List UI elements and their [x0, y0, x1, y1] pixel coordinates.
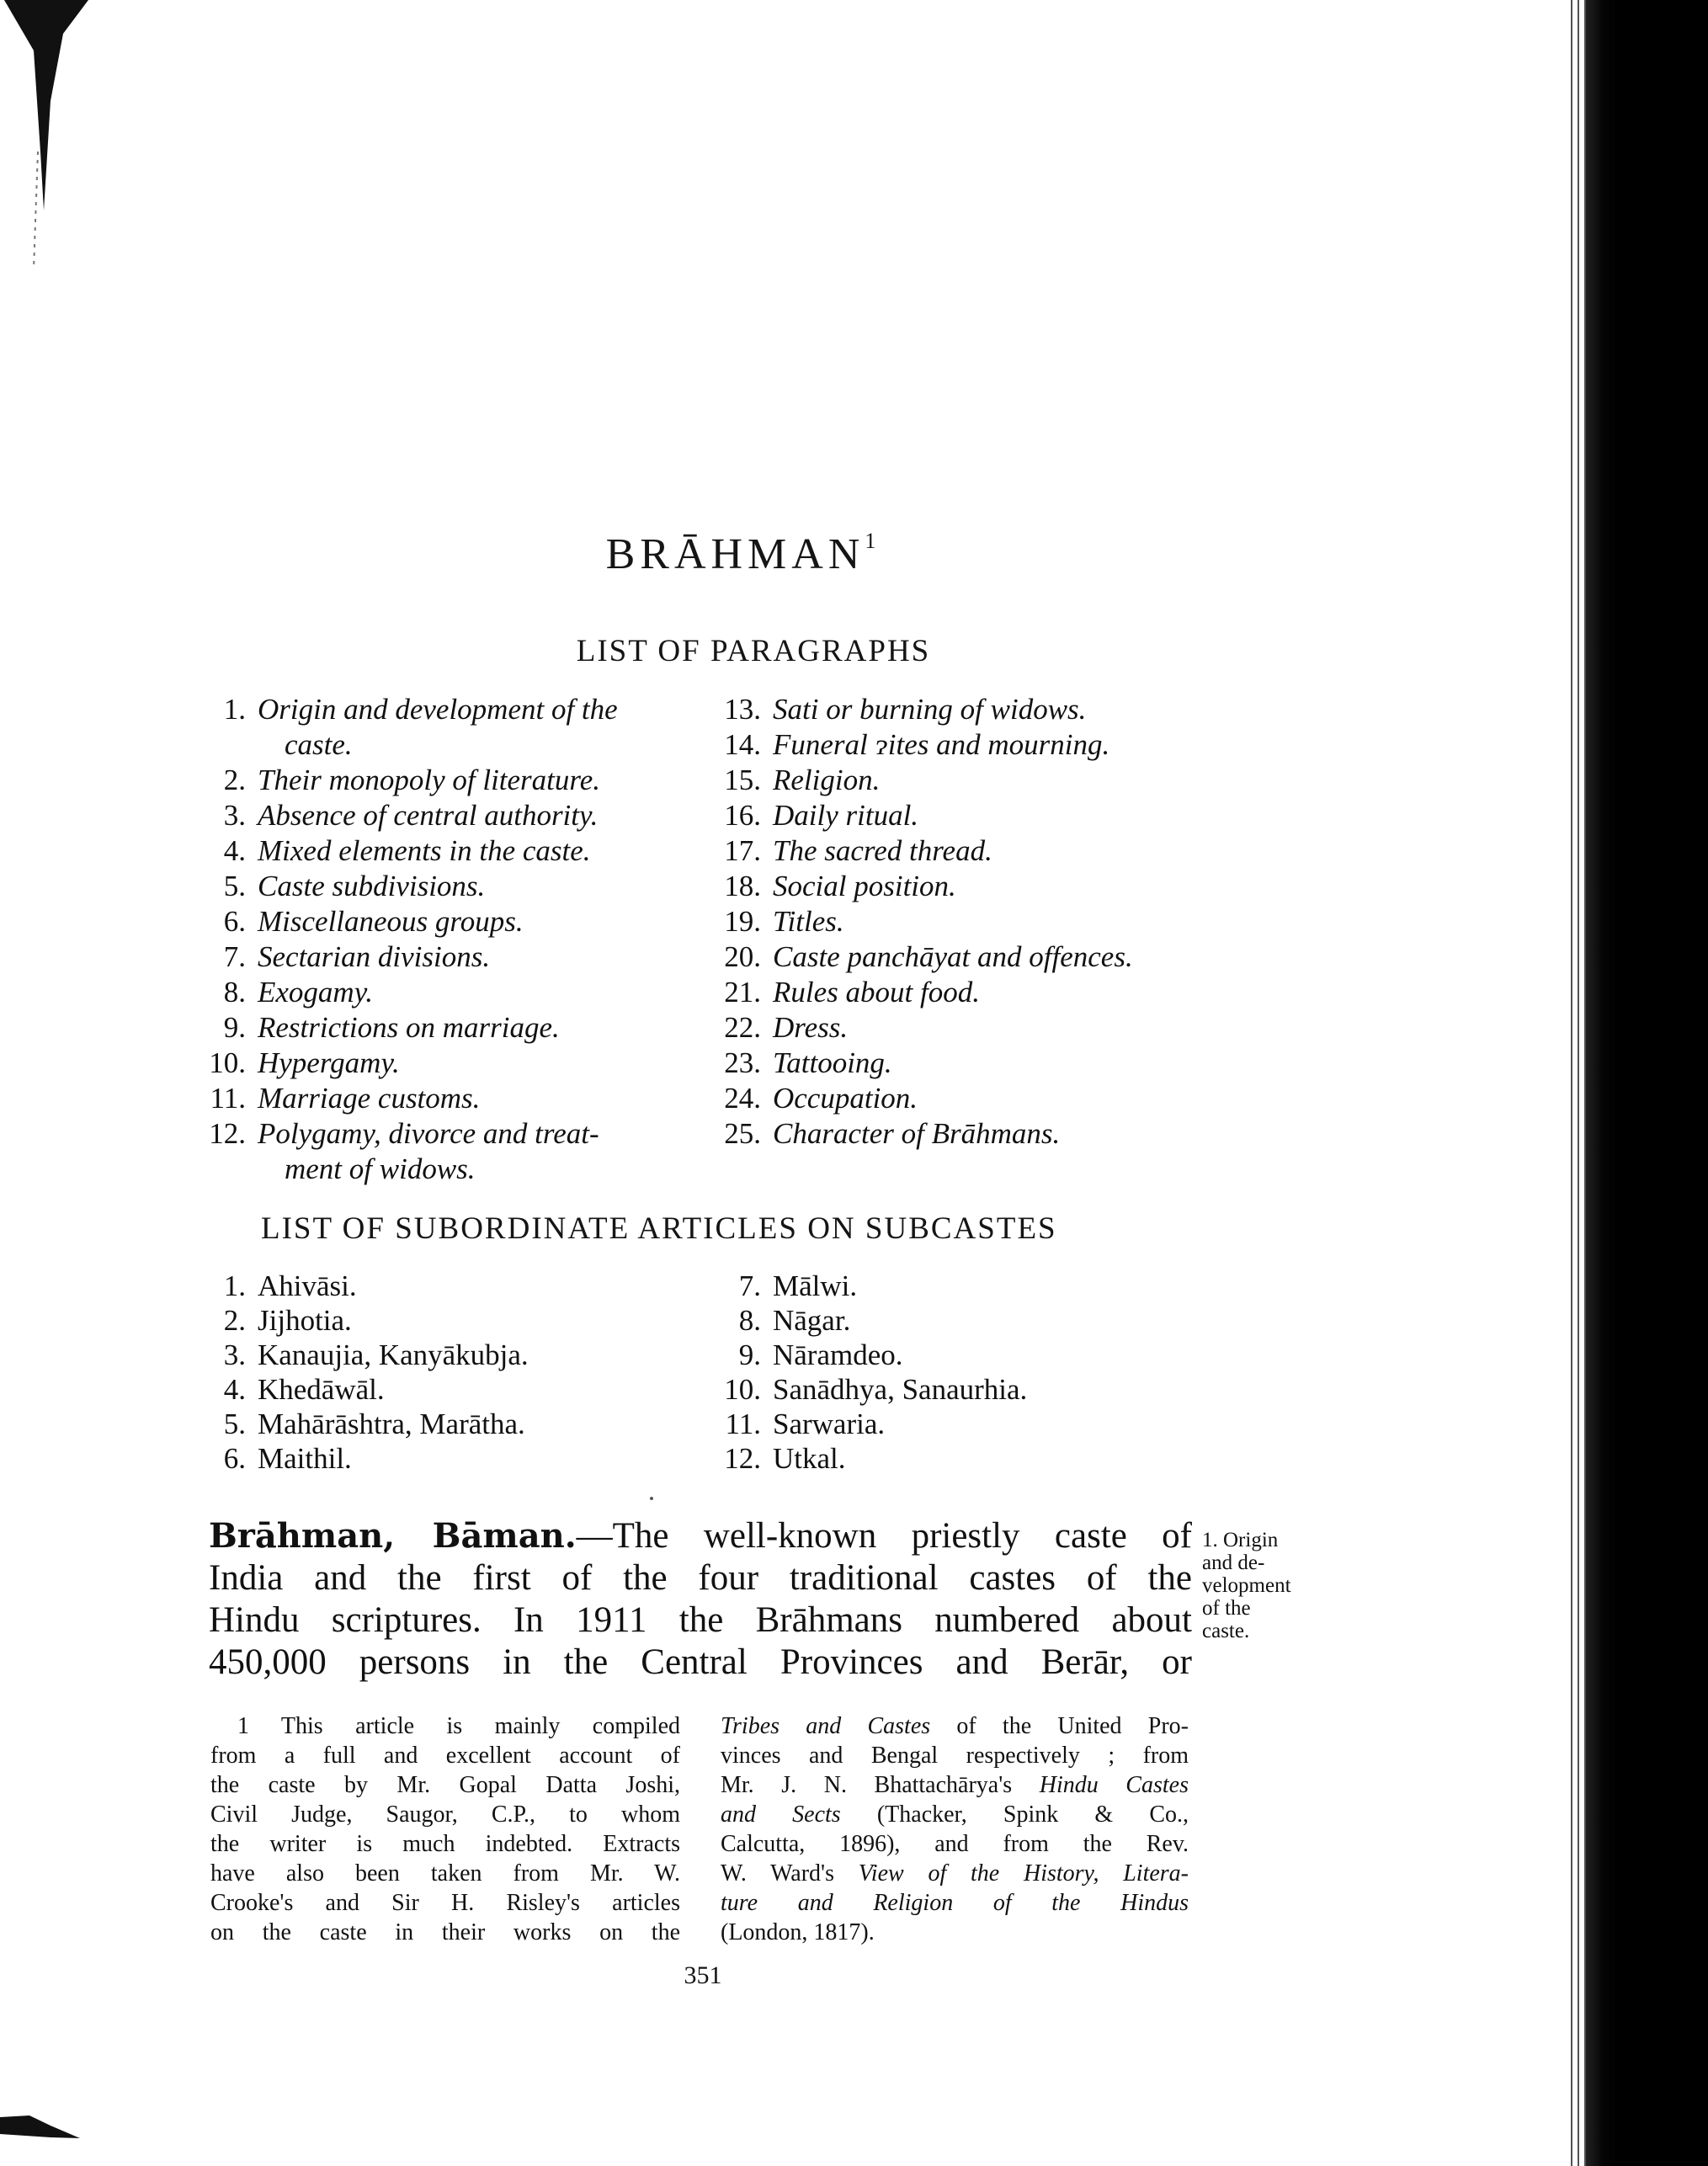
footnote-line: have also been taken from Mr. W.: [210, 1860, 680, 1887]
item-number: 4.: [223, 834, 246, 867]
footnote-line: vinces and Bengal respectively ; from: [721, 1743, 1189, 1769]
item-text: Sanādhya, Sanaurhia.: [773, 1373, 1028, 1406]
body-line-text: —The well-known priestly caste of: [576, 1516, 1192, 1556]
item-number: 8.: [738, 1304, 761, 1337]
item-text: Funeral ɂites and mourning.: [773, 728, 1110, 761]
footnote-line: [721, 1711, 1189, 1741]
item-text: Utkal.: [773, 1442, 846, 1475]
footnote-line: [721, 1800, 1189, 1829]
item-text: Sarwaria.: [773, 1408, 886, 1440]
item-text: Nāramdeo.: [773, 1338, 903, 1371]
book-title: Tribes and Castes: [721, 1713, 931, 1739]
item-text: Sati or burning of widows.: [773, 693, 1087, 726]
item-number: 3.: [223, 1338, 246, 1371]
body-paragraph: [209, 1515, 1192, 1684]
item-number: 14.: [724, 728, 761, 761]
footnote-line: from a full and excellent account of: [210, 1743, 680, 1769]
footnote-line: [721, 1888, 1189, 1918]
item-text: Mālwi.: [773, 1269, 858, 1302]
title-text: BRĀHMAN: [605, 530, 865, 578]
item-number: 5.: [223, 1408, 246, 1440]
subcastes-heading: LIST OF SUBORDINATE ARTICLES ON SUBCASTES: [261, 1211, 1057, 1246]
item-number: 7.: [738, 1269, 761, 1302]
item-number: 25.: [724, 1117, 761, 1150]
item-text: Character of Brāhmans.: [773, 1117, 1061, 1150]
item-number: 6.: [223, 905, 246, 938]
item-number: 21.: [724, 976, 761, 1008]
item-number: 11.: [210, 1082, 246, 1115]
item-text: Kanaujia, Kanyākubja.: [258, 1338, 529, 1371]
item-text: ment of widows.: [285, 1152, 476, 1185]
margin-note-line: 1. Origin: [1202, 1529, 1279, 1551]
footnote-text: Mr. J. N. Bhattachārya's: [721, 1772, 1040, 1798]
item-number: 2.: [223, 764, 246, 796]
footnote-line: Calcutta, 1896), and from the Rev.: [721, 1831, 1189, 1857]
item-text: Religion.: [773, 764, 881, 796]
item-number: 3.: [223, 799, 246, 832]
body-line: India and the first of the four traditional castes of the: [209, 1558, 1192, 1598]
item-number: 20.: [724, 940, 761, 973]
item-text: Maithil.: [258, 1442, 352, 1475]
item-text: Occupation.: [773, 1082, 918, 1115]
item-text: Exogamy.: [258, 976, 374, 1008]
item-text: Their monopoly of literature.: [258, 764, 601, 796]
item-text: Hypergamy.: [258, 1046, 400, 1079]
item-text: caste.: [285, 728, 353, 761]
footnote-line: the caste by Mr. Gopal Datta Joshi,: [210, 1772, 680, 1798]
item-text: Caste subdivisions.: [258, 870, 486, 902]
book-spine-shadow: [1586, 0, 1708, 2166]
item-text: Absence of central authority.: [258, 799, 599, 832]
paragraphs-heading: LIST OF PARAGRAPHS: [576, 634, 931, 668]
item-text: Origin and development of the: [258, 693, 618, 726]
item-text: Titles.: [773, 905, 844, 938]
footnote-line: Crooke's and Sir H. Risley's articles: [210, 1890, 680, 1916]
footnote-text: (Thacker, Spink & Co.,: [840, 1801, 1189, 1828]
book-title: ture and Religion of the Hindus: [721, 1890, 1189, 1916]
scan-artifact-top: [0, 0, 93, 278]
footnote-text: W. Ward's: [721, 1860, 859, 1887]
footnote-line: on the caste in their works on the: [210, 1919, 680, 1945]
item-number: 19.: [724, 905, 761, 938]
item-number: 11.: [725, 1408, 761, 1440]
item-text: Nāgar.: [773, 1304, 851, 1337]
item-number: 16.: [724, 799, 761, 832]
item-number: 9.: [223, 1011, 246, 1044]
item-number: 5.: [223, 870, 246, 902]
item-text: Daily ritual.: [773, 799, 919, 832]
item-number: 24.: [724, 1082, 761, 1115]
item-text: The sacred thread.: [773, 834, 992, 867]
item-number: 18.: [724, 870, 761, 902]
item-number: 23.: [724, 1046, 761, 1079]
margin-note-line: velopment: [1202, 1574, 1291, 1597]
book-title: View of the History, Litera-: [858, 1860, 1189, 1887]
item-number: 4.: [223, 1373, 246, 1406]
footnote-line: (London, 1817).: [721, 1919, 875, 1945]
item-text: Polygamy, divorce and treat-: [258, 1117, 599, 1150]
item-number: 12.: [209, 1117, 246, 1150]
item-text: Khedāwāl.: [258, 1373, 385, 1406]
footnote-text: of the United Pro-: [930, 1713, 1189, 1739]
item-number: 17.: [724, 834, 761, 867]
item-number: 22.: [724, 1011, 761, 1044]
item-number: 1.: [223, 693, 246, 726]
item-text: Rules about food.: [773, 976, 980, 1008]
item-text: Dress.: [773, 1011, 849, 1044]
item-text: Marriage customs.: [258, 1082, 481, 1115]
item-text: Mahārāshtra, Marātha.: [258, 1408, 525, 1440]
item-text: Miscellaneous groups.: [258, 905, 524, 938]
margin-note-line: and de-: [1202, 1551, 1265, 1574]
item-text: Caste panchāyat and offences.: [773, 940, 1133, 973]
item-number: 8.: [223, 976, 246, 1008]
item-text: Sectarian divisions.: [258, 940, 491, 973]
item-text: Social position.: [773, 870, 956, 902]
item-number: 7.: [223, 940, 246, 973]
title-footnote-marker: 1: [865, 529, 876, 553]
item-number: 9.: [738, 1338, 761, 1371]
footnote-left-column: [210, 1711, 680, 1947]
page-number: 351: [684, 1961, 722, 1989]
item-number: 6.: [223, 1442, 246, 1475]
book-title: Hindu Castes: [1039, 1772, 1189, 1798]
item-text: Jijhotia.: [258, 1304, 352, 1337]
body-line: 450,000 persons in the Central Provinces and Berār, or: [209, 1642, 1192, 1682]
stray-dot: [650, 1497, 653, 1500]
scan-artifact-bottom: [0, 2100, 84, 2151]
item-text: Restrictions on marriage.: [258, 1011, 560, 1044]
page-title: [0, 529, 1482, 579]
item-number: 10.: [724, 1373, 761, 1406]
body-line: [209, 1515, 1192, 1557]
item-text: Mixed elements in the caste.: [258, 834, 591, 867]
body-line: Hindu scriptures. In 1911 the Brāhmans numbered about: [209, 1600, 1192, 1640]
footnote-right-column: [721, 1711, 1189, 1947]
book-title: and Sects: [721, 1801, 841, 1828]
footnote-line: [721, 1770, 1189, 1800]
item-number: 15.: [724, 764, 761, 796]
item-number: 1.: [223, 1269, 246, 1302]
item-number: 10.: [209, 1046, 246, 1079]
item-text: Ahivāsi.: [258, 1269, 357, 1302]
footnote-line: 1 This article is mainly compiled: [237, 1713, 680, 1739]
item-number: 12.: [724, 1442, 761, 1475]
footnote-line: the writer is much indebted. Extracts: [210, 1831, 680, 1857]
footnote-line: Civil Judge, Saugor, C.P., to whom: [210, 1801, 680, 1828]
footnote-line: [721, 1859, 1189, 1888]
margin-note: [1202, 1529, 1345, 1642]
margin-note-line: caste.: [1202, 1620, 1250, 1642]
entry-heading: Brāhman, Bāman.: [209, 1516, 577, 1556]
item-number: 13.: [724, 693, 761, 726]
item-text: Tattooing.: [773, 1046, 892, 1079]
margin-note-line: of the: [1202, 1597, 1251, 1620]
item-number: 2.: [223, 1304, 246, 1337]
